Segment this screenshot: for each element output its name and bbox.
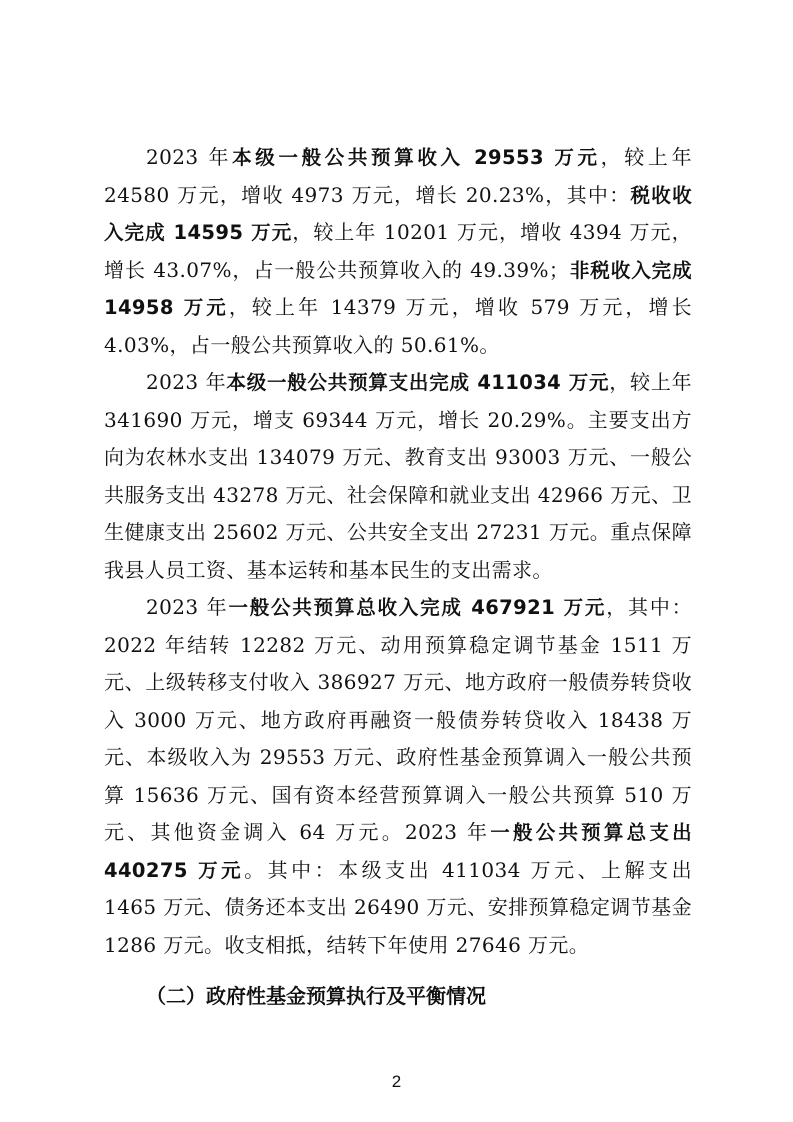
paragraph-general-budget-revenue: 2023 年本级一般公共预算收入 29553 万元，较上年 24580 万元，增收 4973 万元，增长 20.23%，其中：税收收入完成 14595 万元，较上年 10201 万元，增收 4394 万元，增长 43.07%，占一般公共预算收入的 49.39%；非税收入完成 14958 万元，较上年 14379 万元，增收 579 万元，增长 4.03%，占一般公共预算收入的 50.61%。 [104,145,693,357]
paragraph-general-budget-expenditure: 2023 年本级一般公共预算支出完成 411034 万元，较上年 341690 万元，增支 69344 万元，增长 20.29%。主要支出方向为农林水支出 134079 万元、教育支出 93003 万元、一般公共服务支出 43278 万元、社会保障和就业支出 42966 万元、卫生健康支出 25602 万元、公共安全支出 27231 万元。重点保障我县人员工资、基本运转和基本民生的支出需求。 [104,370,692,582]
body-text [104,139,692,964]
bold-phrase: 一般公共预算总支出 440275 万元 [104,821,692,882]
bold-phrase: 一般公共预算总收入完成 467921 万元 [228,596,607,619]
page-number: 2 [391,1072,402,1091]
paragraph-total-revenue-expenditure: 2023 年一般公共预算总收入完成 467921 万元，其中：2022 年结转 12282 万元、动用预算稳定调节基金 1511 万元、上级转移支付收入 386927 万元、地方政府一般债券转贷收入 3000 万元、地方政府再融资一般债券转贷收入 18438 万元、本级收入为 29553 万元、政府性基金预算调入一般公共预算 15636 万元、国有资本经营预算调入一般公共预算 510 万元、其他资金调入 64 万元。2023 年一般公共预算总支出 440275 万元。其中：本级支出 411034 万元、上解支出 1465 万元、债务还本支出 26490 万元、安排预算稳定调节基金 1286 万元。收支相抵，结转下年使用 27646 万元。 [104,595,693,957]
bold-phrase: 本级一般公共预算收入 29553 万元 [232,146,601,169]
bold-phrase: 本级一般公共预算支出完成 411034 万元 [226,371,610,394]
section-heading: （二）政府性基金预算执行及平衡情况 [146,984,486,1008]
bold-phrase: 非税收入完成 14958 万元 [104,258,692,319]
bold-phrase: 税收收入完成 14595 万元 [104,183,692,244]
